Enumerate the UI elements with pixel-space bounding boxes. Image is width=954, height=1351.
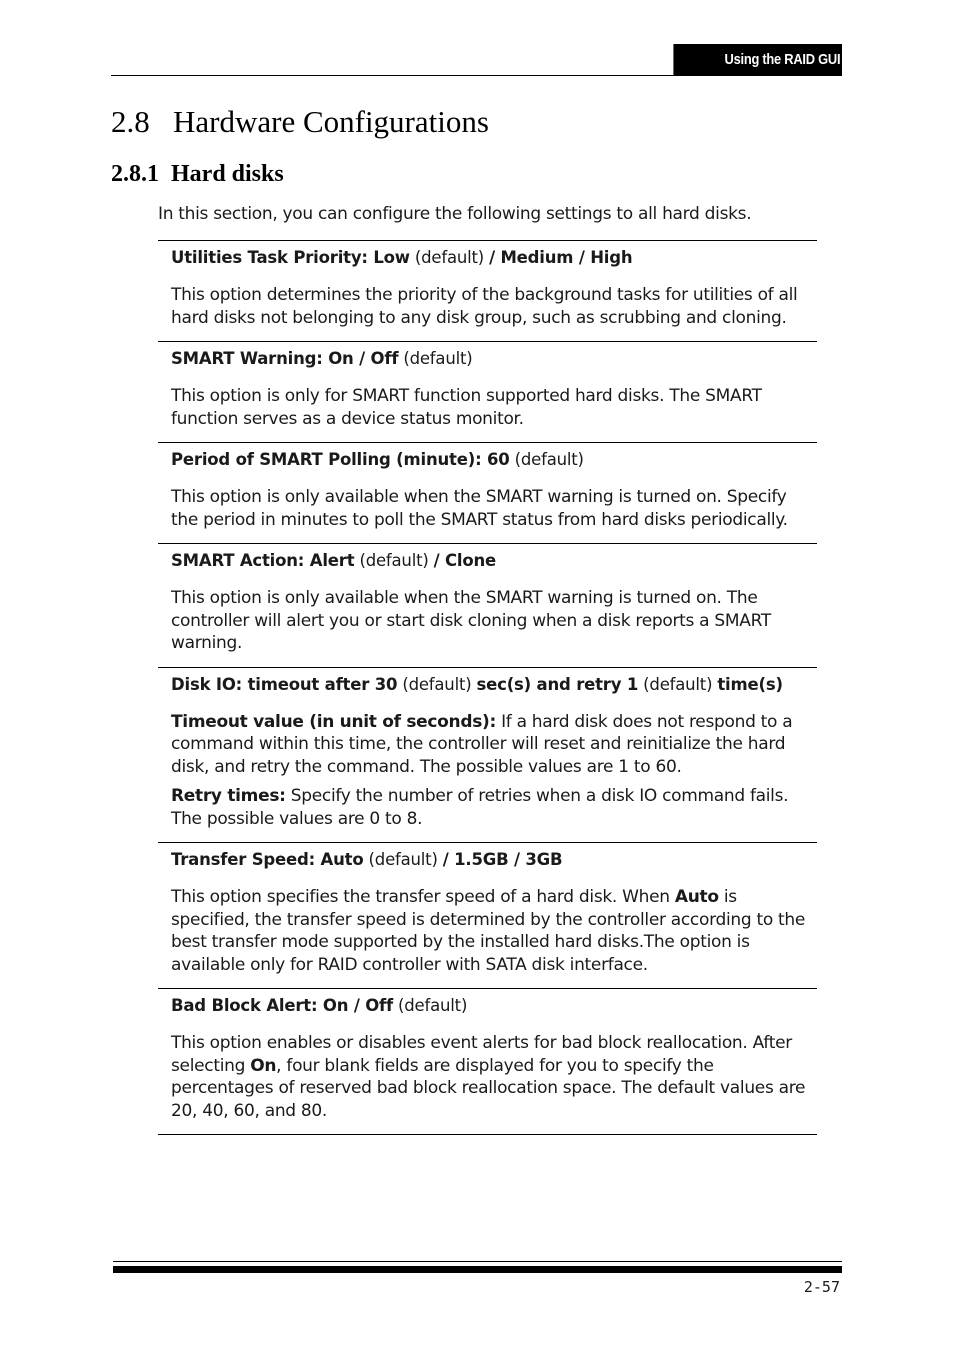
option-name <box>171 245 809 269</box>
intro-text: In this section, you can configure the following settings to all hard disks. <box>158 204 752 224</box>
option-row <box>158 240 817 341</box>
option-row <box>158 667 817 843</box>
text-run: Specify the number of retries when a disk IO command fails. The possible values are 0 to 8. <box>171 786 789 829</box>
option-description: This option is only available when the SMART warning is turned on. Specify the period in minutes to poll the SMART status from hard disks periodically. <box>171 487 788 530</box>
bold-text: Auto <box>674 887 719 907</box>
text-run: (default) <box>363 850 443 869</box>
option-description: This option is only for SMART function supported hard disks. The SMART function serves as a device status monitor. <box>171 386 762 429</box>
option-row <box>158 842 817 988</box>
bold-text: Disk IO: timeout after 30 <box>171 674 398 694</box>
bold-text: Bad Block Alert: On / Off <box>171 996 393 1015</box>
option-row <box>158 442 817 543</box>
option-description: This option determines the priority of the background tasks for utilities of all hard disks not belonging to any disk group, such as scrubbing and cloning. <box>171 285 798 328</box>
text-run: (default) <box>397 674 477 694</box>
page-number: 2-57 <box>803 1278 840 1296</box>
bold-text: On <box>250 1055 277 1076</box>
text-run: (default) <box>638 674 718 694</box>
text-run: (default) <box>393 996 468 1015</box>
bold-text: Period of SMART Polling (minute): 60 <box>171 450 510 469</box>
section-title: 2.8 Hardware Configurations <box>111 104 489 139</box>
options-table <box>158 240 817 1135</box>
option-description <box>171 886 809 976</box>
text-run: , four blank fields are displayed for you to specify the percentages of reserved bad block reallocation space. The default values are 20, 40, 60, and 80. <box>171 1055 806 1121</box>
text-run: (default) <box>409 248 490 267</box>
header-rule <box>111 75 842 76</box>
header-tab: Using the RAID GUI <box>673 44 842 75</box>
text-run: This option enables or disables event alerts for bad block reallocation. After selecting <box>171 1033 792 1076</box>
bold-text: sec(s) and retry 1 <box>476 674 639 694</box>
footer-rule-thick <box>113 1266 842 1273</box>
option-row <box>158 988 817 1135</box>
text-run: (default) <box>509 450 584 469</box>
option-name <box>171 993 809 1017</box>
bold-text: Transfer Speed: Auto <box>171 850 364 869</box>
option-row <box>158 341 817 442</box>
bold-text: SMART Warning: On / Off <box>171 349 399 368</box>
option-row <box>158 543 817 667</box>
option-description <box>171 711 809 779</box>
option-name <box>171 346 809 370</box>
bold-text: SMART Action: Alert <box>171 551 355 570</box>
text-run: (default) <box>398 349 473 368</box>
option-name <box>171 447 809 471</box>
option-description: This option is only available when the SMART warning is turned on. The controller will alert you or start disk cloning when a disk reports a SMART warning. <box>171 588 771 653</box>
option-name <box>171 672 809 696</box>
bold-text: / Medium / High <box>489 248 633 267</box>
bold-text: time(s) <box>717 674 783 694</box>
bold-text: / 1.5GB / 3GB <box>442 850 563 869</box>
text-run: If a hard disk does not respond to a command within this time, the controller will reset and reinitialize the hard disk, and retry the command. The possible values are 1 to 60. <box>171 711 793 777</box>
option-description-extra <box>171 785 809 830</box>
bold-text: / Clone <box>433 551 497 570</box>
option-description <box>171 1032 809 1122</box>
text-run: This option specifies the transfer speed of a hard disk. When <box>171 887 675 907</box>
option-name <box>171 847 809 871</box>
footer-rule-thin <box>113 1261 842 1262</box>
text-run: is specified, the transfer speed is determined by the controller according to the best transfer mode supported by the installed hard disks.The option is available only for RAID controller with SATA disk interface. <box>171 887 806 975</box>
subsection-title: 2.8.1 Hard disks <box>111 161 284 187</box>
bold-text: Timeout value (in unit of seconds): <box>171 711 496 732</box>
bold-text: Retry times: <box>171 786 286 806</box>
text-run: (default) <box>354 551 434 570</box>
option-name <box>171 548 809 572</box>
bold-text: Utilities Task Priority: Low <box>171 248 410 267</box>
